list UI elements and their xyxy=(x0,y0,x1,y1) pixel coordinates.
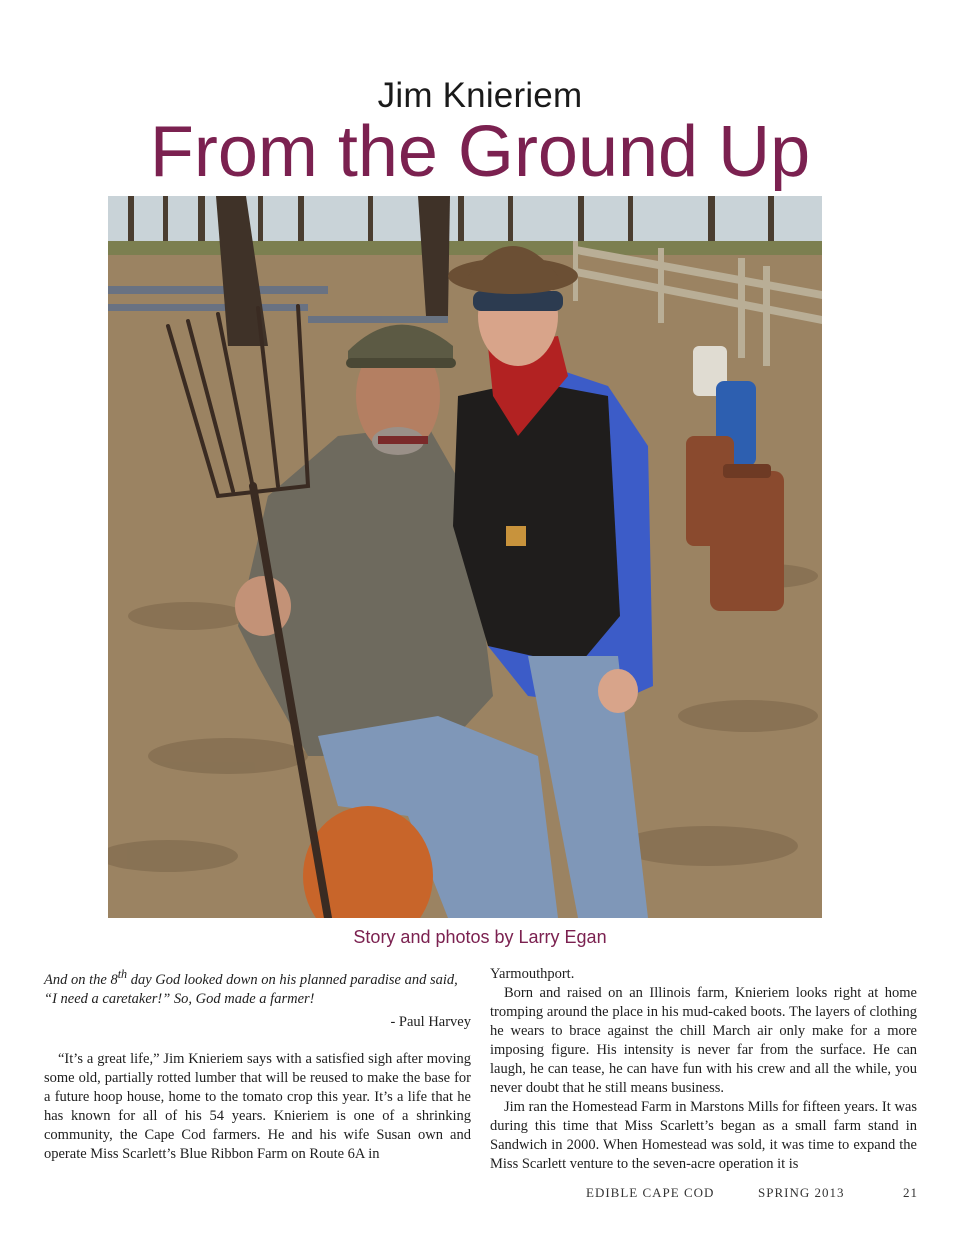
article-column-right xyxy=(490,965,917,1174)
page-number: 21 xyxy=(903,1185,918,1200)
body-paragraph: Born and raised on an Illinois farm, Knieriem looks right at home tromping around the place in his mud-caked boots. The layers of clothing he wears to brace against the chill March air only make for a more imposing figure. His intensity is never far from the surface. He can laugh, he can tease, he can have fun with his crew and all the while, you never doubt that he still means business. xyxy=(490,985,917,1096)
body-paragraph: Jim ran the Homestead Farm in Marstons Mills for fifteen years. It was during this time that Miss Scarlett’s began as a small farm stand in Sandwich in 2000. When Homestead was sold, it was time to expand the Miss Scarlett venture to the seven-acre operation it is xyxy=(490,1099,917,1172)
article-kicker: Jim Knieriem xyxy=(377,76,583,115)
issue-date: SPRING 2013 xyxy=(758,1185,845,1200)
magazine-name: EDIBLE CAPE COD xyxy=(586,1185,715,1200)
epigraph-attribution: - Paul Harvey xyxy=(390,1013,471,1030)
epigraph-text: day God looked down on his planned paradise and said, “I need a caretaker!” So, God made a farmer! xyxy=(44,971,458,1007)
epigraph-ordinal: th xyxy=(117,967,128,981)
epigraph xyxy=(44,965,471,1009)
feature-photo xyxy=(108,196,822,918)
farm-couple-illustration xyxy=(108,196,822,918)
photo-credit: Story and photos by Larry Egan xyxy=(353,927,607,947)
article-column-left xyxy=(44,965,471,1164)
body-continuation: Yarmouthport. xyxy=(490,966,575,982)
grass-strip xyxy=(108,241,822,255)
article-title: From the Ground Up xyxy=(149,112,811,192)
epigraph-lead: And on the 8 xyxy=(44,971,118,988)
body-paragraph: “It’s a great life,” Jim Knieriem says with a satisfied sigh after moving some old, partially rotted lumber that will be reused to make the base for a future hoop house, home to the tomato crop this year. It’s a life that he has known for all of his 54 years. Knieriem is one of a shrinking community, the Cape Cod farmers. He and his wife Susan own and operate Miss Scarlett’s Blue Ribbon Farm on Route 6A in xyxy=(44,1050,471,1162)
